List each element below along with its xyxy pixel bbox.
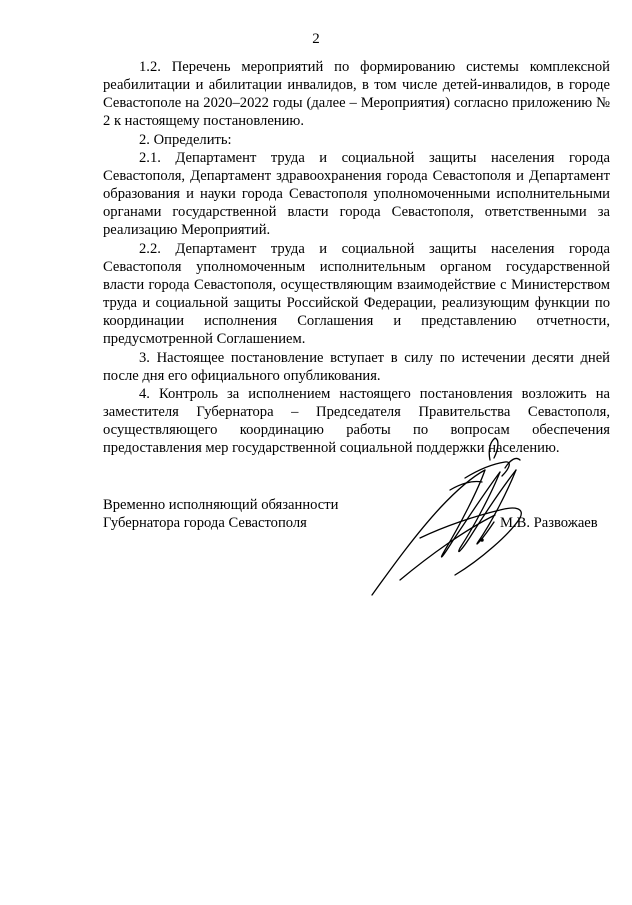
paragraph-2-1: 2.1. Департамент труда и социальной защиты населения города Севастополя, Департамент здравоохранения города Севастополя и Департамент образования и науки города Севастополя уполномоченными исполнительными органами государственной власти города Севастополя, ответственными за реализацию Мероприятий. bbox=[103, 149, 610, 239]
paragraph-3: 3. Настоящее постановление вступает в силу по истечении десяти дней после дня его официального опубликования. bbox=[103, 349, 610, 384]
paragraph-2-2: 2.2. Департамент труда и социальной защиты населения города Севастополя уполномоченным исполнительным органом государственной власти города Севастополя, осуществляющим взаимодействие с Министерством труда и социальной защиты Российской Федерации, реализующим функции по координации исполнения Соглашения и представлению отчетности, предусмотренной Соглашением. bbox=[103, 240, 610, 348]
paragraph-1-2: 1.2. Перечень мероприятий по формированию системы комплексной реабилитации и абилитации инвалидов, в том числе детей-инвалидов, в городе Севастополе на 2020–2022 годы (далее – Мероприятия) согласно приложению № 2 к настоящему постановлению. bbox=[103, 59, 610, 130]
paragraph-2: 2. Определить: bbox=[139, 131, 232, 148]
signatory-position-line1: Временно исполняющий обязанности bbox=[103, 497, 339, 513]
signatory-position bbox=[103, 496, 338, 532]
signatory-name: М.В. Развожаев bbox=[500, 515, 598, 531]
document-body bbox=[103, 58, 610, 457]
paragraph-4: 4. Контроль за исполнением настоящего постановления возложить на заместителя Губернатора – Председателя Правительства Севастополя, осуществляющего координацию работы по вопросам обеспечения предоставления мер государственной социальной поддержки населению. bbox=[103, 385, 610, 457]
handwritten-signature bbox=[360, 430, 600, 600]
signatory-position-line2: Губернатора города Севастополя bbox=[103, 515, 307, 532]
page-number: 2 bbox=[312, 31, 320, 47]
